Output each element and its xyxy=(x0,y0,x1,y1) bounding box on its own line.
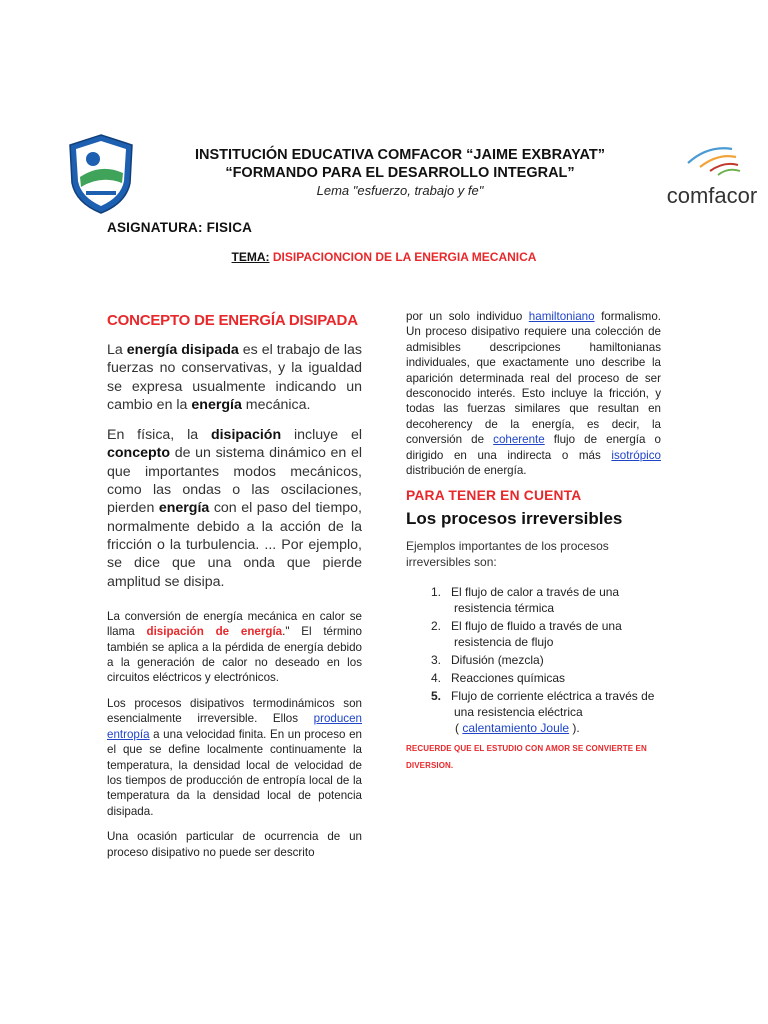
paragraph-occasion: Una ocasión particular de ocurrencia de un proceso disipativo no puede ser descrito xyxy=(107,830,362,859)
reminder-note: RECUERDE QUE EL ESTUDIO CON AMOR SE CONVIERTE EN DIVERSION. xyxy=(406,744,647,771)
list-item: 4. Reacciones químicas xyxy=(431,671,566,686)
list-item: 2. El flujo de fluido a través de una resistencia de flujo xyxy=(431,619,622,650)
link-calentamiento-joule[interactable]: calentamiento Joule xyxy=(462,721,570,736)
institution-name: INSTITUCIÓN EDUCATIVA COMFACOR “JAIME EXBRAYAT” xyxy=(194,147,606,163)
subject: ASIGNATURA: FISICA xyxy=(107,220,253,235)
comfacor-logo xyxy=(660,145,764,209)
paragraph-dissipation: En física, la disipación incluye el concepto de un sistema dinámico en el que importantes modos mecánicos, como las ondas o las oscilaciones, pierden energía con el paso del tiempo, normalmente debido a la acción de la fricción o la turbulencia. ... Por ejemplo, se dice que una onda que pierde amplitud se disipa. xyxy=(107,427,362,590)
topic xyxy=(150,250,618,264)
link-hamiltoniano[interactable]: hamiltoniano xyxy=(528,310,595,323)
list-item: 1. El flujo de calor a través de una resistencia térmica xyxy=(431,585,620,616)
paragraph-hamiltonian: por un solo individuo hamiltoniano formalismo. Un proceso disipativo requiere una colección de admisibles descripciones hamiltonianas individuales, que exactamente uno describe la aparición determinada real del proceso de ser desconocido interés. Esto incluye la fricción, y todas las fuerzas similares que resultan en decoherency de la energía, es decir, la conversión de coherente flujo de energía o dirigido en una indirecta o más isotrópico distribución de energía. xyxy=(406,310,661,478)
paragraph-definition: La energía disipada es el trabajo de las fuerzas no conservativas, y la igualdad se expresa usualmente indicando un cambio en la energía mecánica. xyxy=(107,342,362,413)
list-item: 5. Flujo de corriente eléctrica a través de una resistencia eléctrica ( calentamiento Joule ). xyxy=(431,689,655,736)
institution-motto: “FORMANDO PARA EL DESARROLLO INTEGRAL” xyxy=(225,165,575,181)
section-heading-procesos: Los procesos irreversibles xyxy=(406,509,623,529)
section-heading-tener: PARA TENER EN CUENTA xyxy=(406,488,582,504)
list-item: 3. Difusión (mezcla) xyxy=(431,653,544,668)
intro-text: Ejemplos importantes de los procesos irreversibles son: xyxy=(406,539,609,570)
lema: Lema "esfuerzo, trabajo y fe" xyxy=(316,183,484,198)
topic-value: DISIPACIONCION DE LA ENERGIA MECANICA xyxy=(269,250,537,264)
paragraph-conversion: La conversión de energía mecánica en calor se llama disipación de energía." El término también se aplica a la pérdida de energía debido a la generación de calor no deseado en los circuitos eléctricos y electrónicos. xyxy=(107,609,362,685)
irreversible-process-list xyxy=(406,584,661,736)
right-column xyxy=(406,309,661,774)
logo-text: comfacor xyxy=(666,183,758,208)
link-entropia[interactable]: entropía xyxy=(107,727,150,741)
school-shield-logo xyxy=(66,133,136,215)
link-producen[interactable]: producen xyxy=(313,712,362,726)
paragraph-thermodynamic: Los procesos disipativos termodinámicos son esencialmente irreversible. Ellos producen entropía a una velocidad finita. En un proceso en el que se define localmente continuamente la temperatura, la densidad local de velocidad de los tiempos de producción de entropía local de la temperatura da la densidad local de potencia disipada. xyxy=(107,696,362,818)
section-heading-concepto: CONCEPTO DE ENERGÍA DISIPADA xyxy=(107,312,358,329)
link-coherente[interactable]: coherente xyxy=(493,433,545,447)
left-column xyxy=(107,312,362,870)
link-isotropico[interactable]: isotrópico xyxy=(611,448,661,462)
topic-label: TEMA: xyxy=(231,250,270,264)
